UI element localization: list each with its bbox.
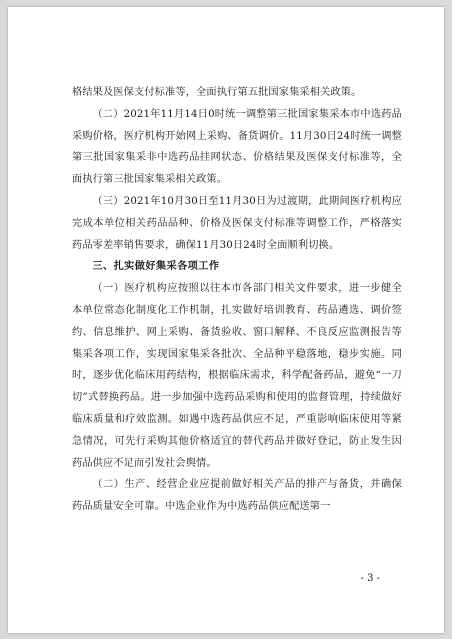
paragraph-continuation: 格结果及医保支付标准等，全面执行第五批国家集采相关政策。 (72, 87, 362, 98)
paragraph-item-3: （三）2021年10月30日至11月30日为过渡期，此期间医疗机构应完成本单位相关药品品种、价格及医保支付标准等调整工作，严格落实药品零差率销售要求，确保11月30日24时全面顺利切换。 (72, 195, 402, 251)
section-heading: 三、扎实做好集采各项工作 (92, 261, 220, 273)
document-body (72, 82, 402, 518)
paragraph-item-2: （二）2021年11月14日0时统一调整第三批国家集采本市中选药品采购价格，医疗机构开始网上采购、备货调价。11月30日24时统一调整第三批国家集采非中选药品挂网状态、价格结果及医保支付标准等，全面执行第三批国家集采相关政策。 (72, 108, 402, 186)
document-page (8, 7, 444, 633)
paragraph-section3-item-1: （一）医疗机构应按照以往本市各部门相关文件要求，进一步健全本单位常态化制度化工作机制，扎实做好培训教育、药品遴选、调价签约、信息维护、网上采购、备货验收、窗口解释、不良反应监测报告等集采各项工作，实现国家集采各批次、全品种平稳落地，稳步实施。同时，逐步优化临床用药结构，根据临床需求，科学配备药品，避免“一刀切”式替换药品。进一步加强中选药品采购和使用的监督管理，持续做好临床质量和疗效监测。如遇中选药品供应不足，严重影响临床使用等紧急情况，可先行采购其他价格适宜的替代药品并做好登记，防止发生因药品供应不足而引发社会舆情。 (72, 283, 402, 469)
paragraph-section3-item-2: （二）生产、经营企业应提前做好相关产品的排产与备货，并确保药品质量安全可靠。中选企业作为中选药品供应配送第一 (72, 479, 402, 513)
page-number: - 3 - (360, 573, 380, 584)
